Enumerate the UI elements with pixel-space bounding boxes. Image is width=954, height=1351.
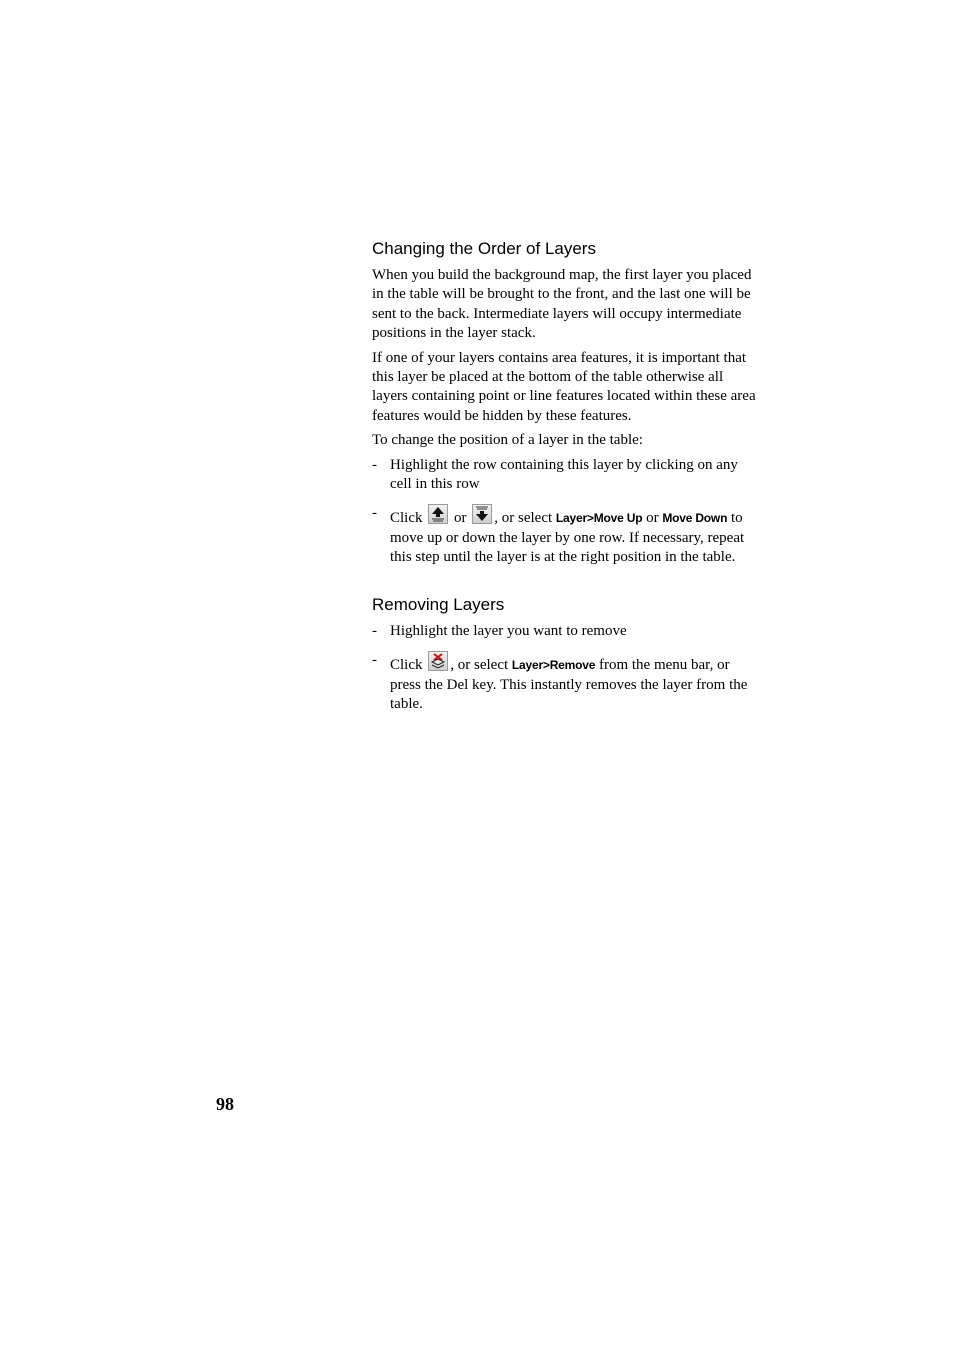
section-title-remove: Removing Layers: [372, 594, 505, 614]
paragraph: If one of your layers contains area features, it is important that this layer be placed at the bottom of the table otherwise all layers containing point or line features located within these area features would be hidden by these features.: [372, 349, 756, 424]
list-dash: -: [372, 622, 377, 639]
remove-layer-icon: [428, 651, 448, 671]
click-text: Click: [390, 510, 423, 527]
page-number: 98: [216, 1094, 234, 1114]
paragraph: To change the position of a layer in the table:: [372, 432, 643, 449]
menu-command-move-up: Layer>Move Up: [555, 511, 643, 526]
list-dash: -: [372, 505, 377, 522]
paragraph: When you build the background map, the first layer you placed in the table will be brought to the front, and the last one will be sent to the back. Intermediate layers will occupy intermediate positions in the layer stack.: [372, 267, 752, 342]
list-item: [372, 456, 757, 495]
list-item-text: Highlight the layer you want to remove: [390, 622, 627, 639]
instruction-text: to move up or down the layer by one row. If necessary, repeat this step until the layer is at the right position in the table.: [390, 510, 745, 566]
list-dash: -: [372, 652, 377, 669]
select-text: , or select: [494, 510, 553, 527]
move-layer-up-icon: [428, 504, 448, 524]
select-text: , or select: [450, 657, 509, 674]
section-title-order: Changing the Order of Layers: [372, 239, 596, 258]
move-layer-down-icon: [472, 504, 492, 524]
list-item: [372, 622, 757, 641]
menu-command-remove: Layer>Remove: [511, 658, 596, 673]
page-content: [372, 238, 757, 719]
or-text: or: [454, 510, 467, 527]
list-item-text: Highlight the row containing this layer by clicking on any cell in this row: [390, 456, 738, 493]
list-item: [372, 504, 757, 567]
menu-command-move-down: Move Down: [662, 511, 728, 526]
instruction-text: from the menu bar, or press the Del key. This instantly removes the layer from the table.: [390, 657, 748, 712]
list-item: [372, 651, 757, 714]
click-text: Click: [390, 657, 423, 674]
list-dash: -: [372, 456, 377, 473]
or-text: or: [646, 510, 659, 527]
